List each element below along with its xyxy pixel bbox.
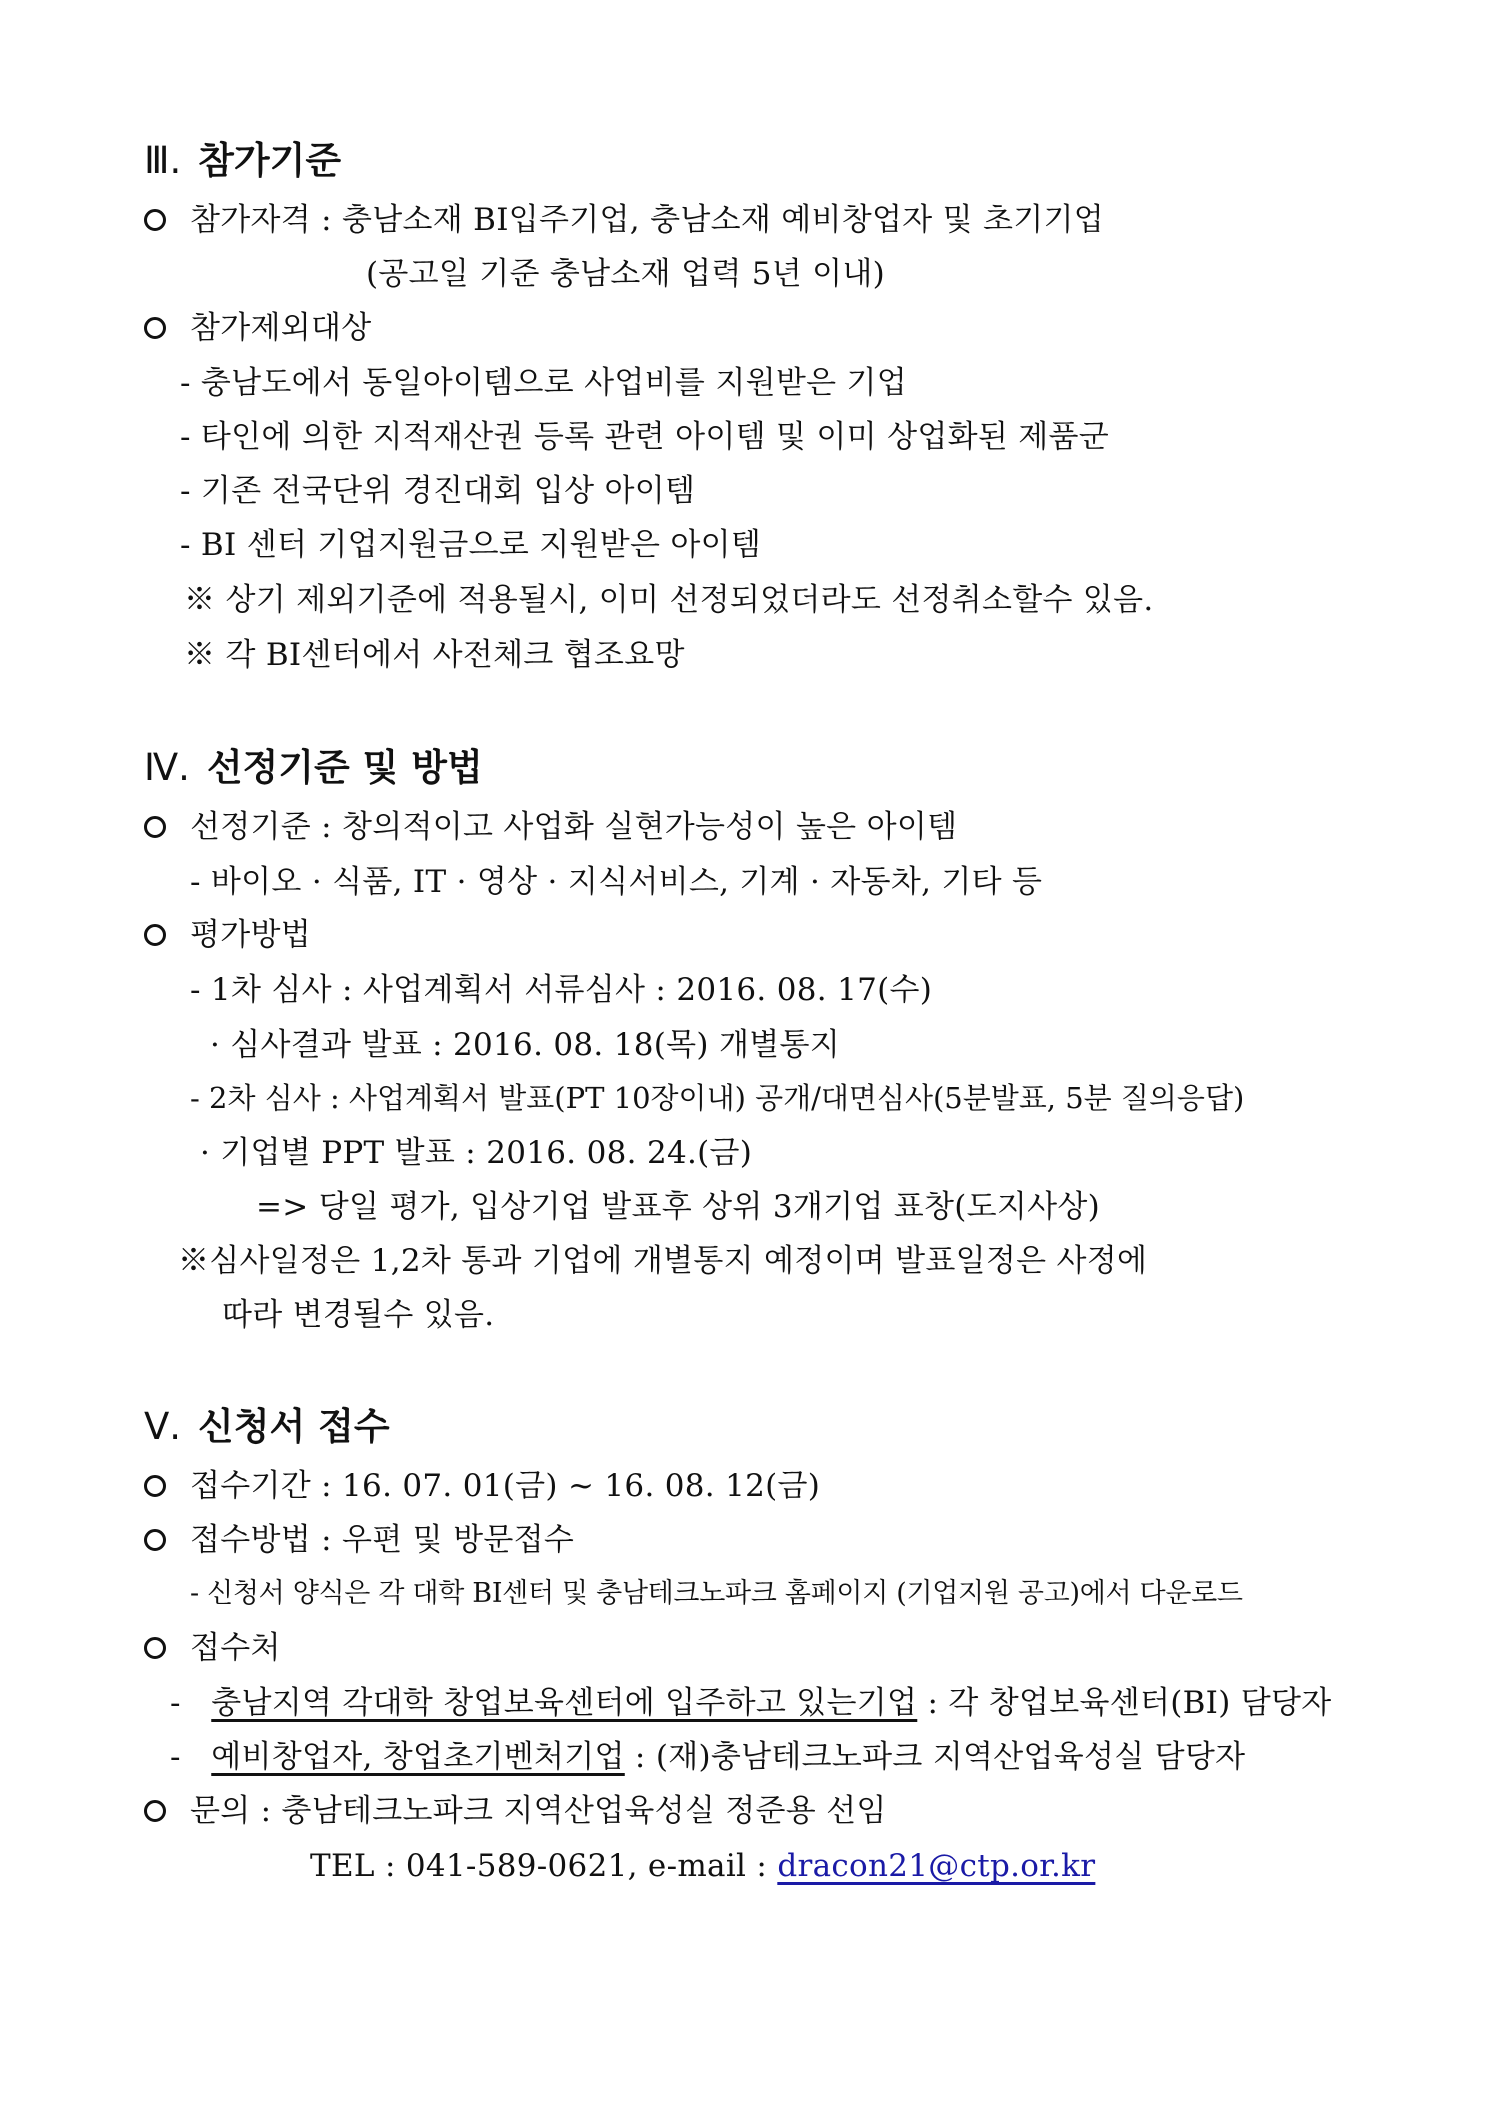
selection-criteria: 선정기준 : 창의적이고 사업화 실현가능성이 높은 아이템 [190,809,958,845]
qualification-text: 참가자격 : 충남소재 BI입주기업, 충남소재 예비창업자 및 초기기업 [190,202,1104,238]
selection-fields: - 바이오 · 식품, IT · 영상 · 지식서비스, 기계 · 자동차, 기타 등 [190,864,1043,900]
application-method-note: - 신청서 양식은 각 대학 BI센터 및 충남테크노파크 홈페이지 (기업지원 공고)에서 다운로드 [190,1578,1243,1609]
schedule-note: ※심사일정은 1,2차 통과 기업에 개별통지 예정이며 발표일정은 사정에 [178,1243,1148,1279]
inquiry-text: 문의 : 충남테크노파크 지역산업육성실 정준용 선임 [190,1793,887,1829]
exclusion-title: 참가제외대상 [190,310,372,346]
round-2-ppt: · 기업별 PPT 발표 : 2016. 08. 24.(금) [200,1135,753,1171]
place-1-target: 충남지역 각대학 창업보육센터에 입주하고 있는기업 [211,1685,918,1721]
place-1-contact: : 각 창업보육센터(BI) 담당자 [927,1685,1332,1721]
section-3-number: Ⅲ. [144,139,182,182]
email-link[interactable]: dracon21@ctp.or.kr [777,1848,1096,1884]
dash: - [170,1739,181,1775]
exclusion-item: - BI 센터 기업지원금으로 지원받은 아이템 [180,527,762,563]
schedule-note-continued: 따라 변경될수 있음. [222,1297,495,1333]
circle-bullet-icon [144,924,166,946]
tel-text: TEL : 041-589-0621, e-mail : [310,1848,778,1884]
section-4-heading [144,746,483,789]
application-method: 접수방법 : 우편 및 방문접수 [190,1522,575,1558]
exclusion-note: ※ 각 BI센터에서 사전체크 협조요망 [184,637,685,673]
round-1-result: · 심사결과 발표 : 2016. 08. 18(목) 개별통지 [210,1027,840,1063]
application-place-title: 접수처 [190,1630,281,1666]
application-place-item [170,1739,1246,1775]
contact-line [310,1848,1096,1884]
qualification-note: (공고일 기준 충남소재 업력 5년 이내) [366,256,886,292]
place-2-contact: : (재)충남테크노파크 지역산업육성실 담당자 [634,1739,1246,1775]
application-period: 접수기간 : 16. 07. 01(금) ~ 16. 08. 12(금) [190,1468,821,1504]
dash: - [170,1685,181,1721]
application-place-item [170,1685,1332,1721]
round-1-text: - 1차 심사 : 사업계획서 서류심사 : 2016. 08. 17(수) [190,972,933,1008]
section-5-number: Ⅴ. [144,1405,182,1448]
circle-bullet-icon [144,1637,166,1659]
section-4-title: 선정기준 및 방법 [206,746,483,789]
section-3-title: 참가기준 [198,139,342,182]
circle-bullet-icon [144,209,166,231]
evaluation-title: 평가방법 [190,917,311,953]
place-2-target: 예비창업자, 창업초기벤처기업 [211,1739,625,1775]
circle-bullet-icon [144,816,166,838]
round-2-text: - 2차 심사 : 사업계획서 발표(PT 10장이내) 공개/대면심사(5분발표, 5분 질의응답) [190,1081,1245,1115]
circle-bullet-icon [144,1475,166,1497]
round-2-award: => 당일 평가, 입상기업 발표후 상위 3개기업 표창(도지사상) [256,1189,1101,1225]
exclusion-note: ※ 상기 제외기준에 적용될시, 이미 선정되었더라도 선정취소할수 있음. [184,582,1154,618]
exclusion-item: - 타인에 의한 지적재산권 등록 관련 아이템 및 이미 상업화된 제품군 [180,419,1109,455]
exclusion-item: - 충남도에서 동일아이템으로 사업비를 지원받은 기업 [180,365,907,401]
section-4-number: Ⅳ. [144,746,190,789]
circle-bullet-icon [144,317,166,339]
circle-bullet-icon [144,1529,166,1551]
section-5-heading [144,1405,390,1448]
section-3-heading [144,139,342,182]
section-5-title: 신청서 접수 [197,1405,390,1448]
circle-bullet-icon [144,1800,166,1822]
exclusion-item: - 기존 전국단위 경진대회 입상 아이템 [180,473,696,509]
